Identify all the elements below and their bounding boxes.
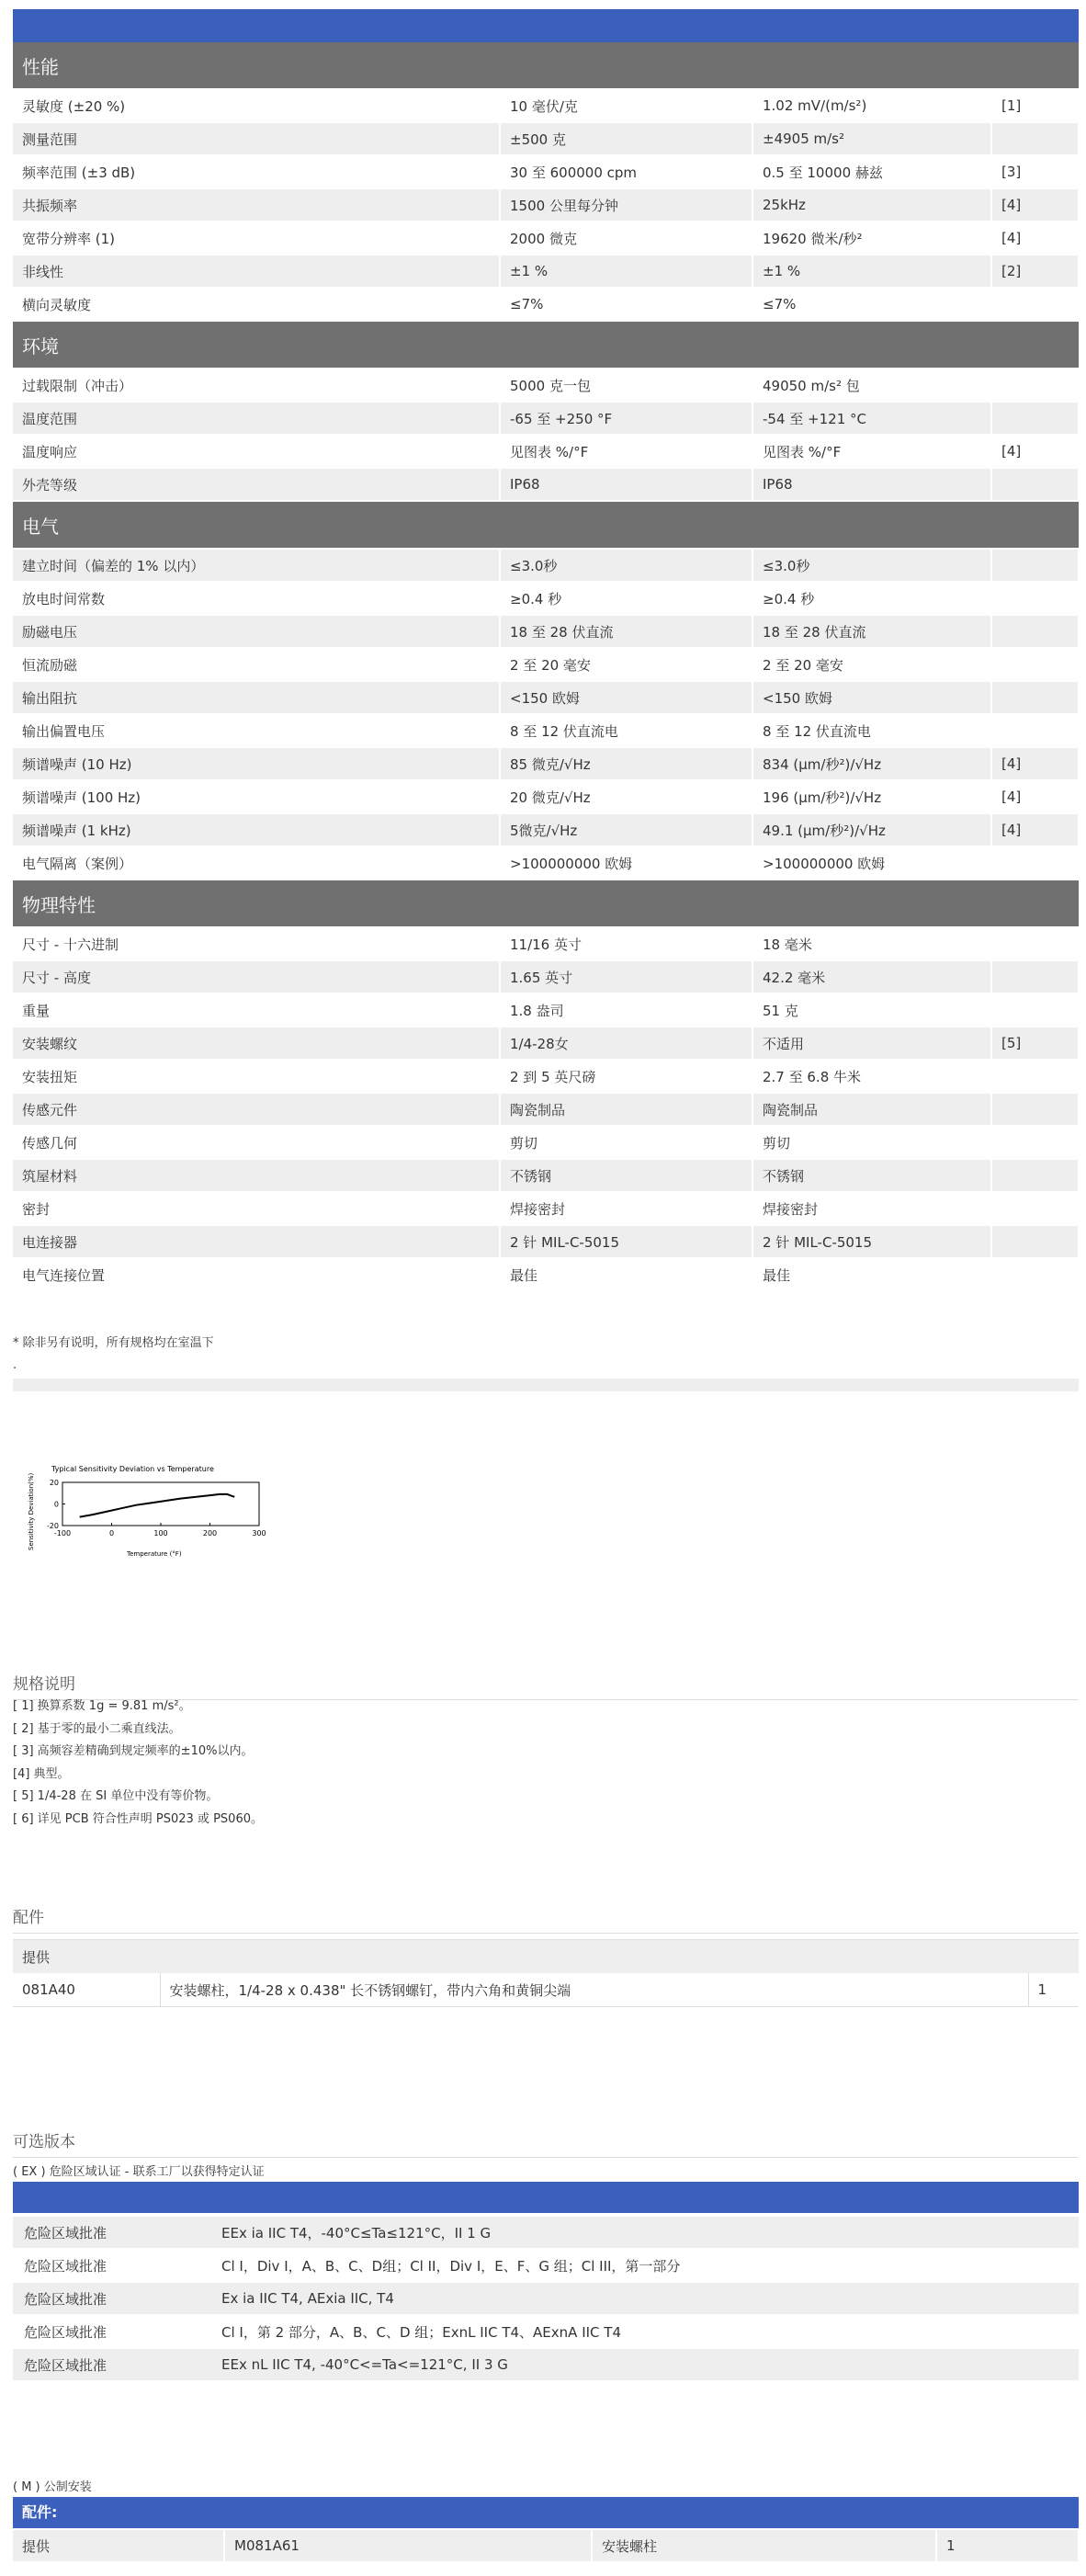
- spec-footnote-ref: [991, 1126, 1079, 1159]
- spec-row: [13, 615, 1079, 648]
- spec-row: [13, 1126, 1079, 1159]
- spec-footnote-ref: [991, 648, 1079, 681]
- spec-label: 密封: [13, 1192, 500, 1225]
- spec-row: [13, 1060, 1079, 1093]
- metric-note: ( M ) 公制安装: [13, 2480, 92, 2494]
- spec-label: 灵敏度 (±20 %): [13, 89, 500, 122]
- spec-footnote-ref: [991, 714, 1079, 747]
- spec-metric: 49.1 (μm/秒²)/√Hz: [752, 813, 991, 846]
- spec-footnote-ref: [991, 288, 1079, 321]
- metric-supplied: 提供: [13, 2530, 224, 2561]
- spec-label: 输出阻抗: [13, 681, 500, 714]
- hazard-table: [13, 2217, 1079, 2382]
- chart-ytick: -20: [46, 1522, 59, 1530]
- chart-series-line: [80, 1494, 235, 1517]
- chart-xlabel: Temperature (°F): [127, 1550, 182, 1558]
- spec-footnote-ref: [991, 122, 1079, 155]
- spec-row: [13, 1225, 1079, 1258]
- chart-xtick: 0: [108, 1529, 115, 1538]
- footnotes-list: [13, 1696, 263, 1831]
- spec-imperial: 1.65 英寸: [500, 960, 752, 993]
- spec-label: 放电时间常数: [13, 582, 500, 615]
- ex-note: ( EX ) 危险区域认证 - 联系工厂以获得特定认证: [13, 2165, 265, 2179]
- spec-label: 安装扭矩: [13, 1060, 500, 1093]
- chart-xtick: 100: [153, 1529, 168, 1538]
- spec-metric: 0.5 至 10000 赫兹: [752, 155, 991, 188]
- spec-metric: 2 针 MIL-C-5015: [752, 1225, 991, 1258]
- sensitivity-chart: [13, 1438, 288, 1580]
- spec-label: 频谱噪声 (100 Hz): [13, 780, 500, 813]
- accessory-model: 081A40: [13, 1973, 160, 2007]
- spec-imperial: 2 针 MIL-C-5015: [500, 1225, 752, 1258]
- accessories-header: 提供: [13, 1940, 1079, 1974]
- hazard-row: [13, 2348, 1079, 2381]
- spec-label: 频谱噪声 (10 Hz): [13, 747, 500, 780]
- spec-label: 电气隔离（案例）: [13, 846, 500, 879]
- footnote-item: [ 3] 高频容差精确到规定频率的±10%以内。: [13, 1744, 254, 1758]
- spec-footnote-ref: [2]: [991, 255, 1079, 288]
- spec-row: [13, 927, 1079, 960]
- spec-row: [13, 369, 1079, 402]
- options-heading: 可选版本: [13, 2128, 1079, 2158]
- spec-footnote-ref: [991, 582, 1079, 615]
- spec-label: 输出偏置电压: [13, 714, 500, 747]
- spec-metric: 8 至 12 伏直流电: [752, 714, 991, 747]
- spec-label: 电气连接位置: [13, 1258, 500, 1291]
- spec-row: [13, 255, 1079, 288]
- top-banner: [13, 9, 1079, 42]
- spec-footnote-ref: [991, 1159, 1079, 1192]
- spec-row: [13, 468, 1079, 501]
- spec-footnote-ref: [991, 960, 1079, 993]
- spec-metric: 焊接密封: [752, 1192, 991, 1225]
- hazard-row: [13, 2217, 1079, 2249]
- spec-label: 温度响应: [13, 435, 500, 468]
- spec-footnote-ref: [991, 1258, 1079, 1291]
- spec-footnote-ref: [991, 1093, 1079, 1126]
- section-title: 环境: [13, 321, 1079, 369]
- section-title: 电气: [13, 501, 1079, 549]
- spec-footnote-ref: [991, 927, 1079, 960]
- section-title: 性能: [13, 42, 1079, 89]
- spec-footnote-ref: [991, 1060, 1079, 1093]
- spec-label: 温度范围: [13, 402, 500, 435]
- metric-model: M081A61: [224, 2530, 592, 2561]
- spec-metric: 见图表 %/°F: [752, 435, 991, 468]
- spec-row: [13, 435, 1079, 468]
- hazard-value: Cl I，第 2 部分，A、B、C、D 组；ExnL IIC T4、AExnA IIC T4: [210, 2315, 1079, 2348]
- spec-metric: ±4905 m/s²: [752, 122, 991, 155]
- spec-label: 外壳等级: [13, 468, 500, 501]
- spec-imperial: 5微克/√Hz: [500, 813, 752, 846]
- footnote-item: [ 6] 详见 PCB 符合性声明 PS023 或 PS060。: [13, 1811, 263, 1826]
- spec-imperial: 10 毫伏/克: [500, 89, 752, 122]
- spec-row: [13, 1159, 1079, 1192]
- hazard-value: EEx nL IIC T4, -40°C<=Ta<=121°C, II 3 G: [210, 2348, 1079, 2381]
- hazard-value: Ex ia IIC T4, AExia IIC, T4: [210, 2282, 1079, 2315]
- spec-footnote-ref: [5]: [991, 1027, 1079, 1060]
- spec-row: [13, 813, 1079, 846]
- footnote-item: [ 1] 换算系数 1g = 9.81 m/s²。: [13, 1699, 191, 1713]
- spec-metric: 51 克: [752, 993, 991, 1027]
- spec-row: [13, 780, 1079, 813]
- spec-footnote-ref: [991, 549, 1079, 582]
- spec-row: [13, 648, 1079, 681]
- spec-imperial: 陶瓷制品: [500, 1093, 752, 1126]
- accessories-table: [13, 1939, 1079, 2007]
- hazard-label: 危险区域批准: [13, 2217, 210, 2249]
- spec-imperial: 见图表 %/°F: [500, 435, 752, 468]
- spec-row: [13, 155, 1079, 188]
- metric-accessory-table: [13, 2530, 1080, 2561]
- spec-footnote-ref: [991, 681, 1079, 714]
- spec-imperial: 30 至 600000 cpm: [500, 155, 752, 188]
- spec-row: [13, 549, 1079, 582]
- spec-label: 共振频率: [13, 188, 500, 221]
- spec-row: [13, 1192, 1079, 1225]
- hazard-row: [13, 2315, 1079, 2348]
- spec-imperial: 1.8 盎司: [500, 993, 752, 1027]
- spec-label: 传感元件: [13, 1093, 500, 1126]
- spec-metric: 2 至 20 毫安: [752, 648, 991, 681]
- spec-footnote-ref: [991, 846, 1079, 879]
- spec-label: 尺寸 - 高度: [13, 960, 500, 993]
- spec-footnote-ref: [991, 1225, 1079, 1258]
- section-header: [13, 879, 1079, 927]
- spec-imperial: ≤7%: [500, 288, 752, 321]
- note-dot: .: [13, 1358, 17, 1372]
- spec-footnote-ref: [4]: [991, 747, 1079, 780]
- spec-label: 频率范围 (±3 dB): [13, 155, 500, 188]
- spec-row: [13, 993, 1079, 1027]
- spec-imperial: ≤3.0秒: [500, 549, 752, 582]
- chart-xtick: 300: [252, 1529, 266, 1538]
- spec-row: [13, 582, 1079, 615]
- spec-footnote-ref: [4]: [991, 435, 1079, 468]
- footnote-item: [4] 典型。: [13, 1766, 70, 1781]
- spec-label: 横向灵敏度: [13, 288, 500, 321]
- hazard-row: [13, 2282, 1079, 2315]
- spec-row: [13, 288, 1079, 321]
- spec-metric: 42.2 毫米: [752, 960, 991, 993]
- spec-imperial: ≥0.4 秒: [500, 582, 752, 615]
- hazard-value: Cl I，Div I，A、B、C、D组；Cl II，Div I，E、F、G 组；Cl III，第一部分: [210, 2249, 1079, 2282]
- chart-svg: [13, 1438, 288, 1576]
- spec-metric: 19620 微米/秒²: [752, 221, 991, 255]
- spec-row: [13, 1027, 1079, 1060]
- spec-row: [13, 1258, 1079, 1291]
- spec-label: 励磁电压: [13, 615, 500, 648]
- spec-metric: 25kHz: [752, 188, 991, 221]
- metric-quantity: 1: [936, 2530, 1079, 2561]
- footnotes-heading: 规格说明: [13, 1671, 1079, 1700]
- spec-label: 非线性: [13, 255, 500, 288]
- spec-label: 建立时间（偏差的 1% 以内）: [13, 549, 500, 582]
- spec-metric: 1.02 mV/(m/s²): [752, 89, 991, 122]
- spec-imperial: <150 欧姆: [500, 681, 752, 714]
- accessories-heading: 配件: [13, 1904, 1079, 1934]
- spec-row: [13, 747, 1079, 780]
- spec-metric: -54 至 +121 °C: [752, 402, 991, 435]
- spec-metric: ≤3.0秒: [752, 549, 991, 582]
- spec-metric: IP68: [752, 468, 991, 501]
- spec-imperial: -65 至 +250 °F: [500, 402, 752, 435]
- spec-footnote-ref: [4]: [991, 813, 1079, 846]
- spec-imperial: 剪切: [500, 1126, 752, 1159]
- spec-row: [13, 89, 1079, 122]
- spec-row: [13, 960, 1079, 993]
- spec-label: 测量范围: [13, 122, 500, 155]
- spec-metric: 49050 m/s² 包: [752, 369, 991, 402]
- spec-metric: ≤7%: [752, 288, 991, 321]
- spec-row: [13, 188, 1079, 221]
- spec-metric: 剪切: [752, 1126, 991, 1159]
- ex-banner: [13, 2182, 1079, 2213]
- spec-footnote-ref: [991, 369, 1079, 402]
- spec-imperial: 最佳: [500, 1258, 752, 1291]
- hazard-label: 危险区域批准: [13, 2249, 210, 2282]
- spec-footnote-ref: [991, 615, 1079, 648]
- spec-metric: ≥0.4 秒: [752, 582, 991, 615]
- divider-bar: [13, 1379, 1079, 1391]
- spec-imperial: 不锈钢: [500, 1159, 752, 1192]
- spec-row: [13, 714, 1079, 747]
- spec-table: [13, 42, 1080, 1292]
- section-header: [13, 501, 1079, 549]
- spec-footnote-ref: [4]: [991, 221, 1079, 255]
- spec-footnote-ref: [991, 402, 1079, 435]
- spec-metric: <150 欧姆: [752, 681, 991, 714]
- spec-footnote-ref: [1]: [991, 89, 1079, 122]
- spec-metric: 不适用: [752, 1027, 991, 1060]
- section-title: 物理特性: [13, 879, 1079, 927]
- chart-ytick: 20: [49, 1479, 59, 1487]
- spec-label: 恒流励磁: [13, 648, 500, 681]
- spec-imperial: 1500 公里每分钟: [500, 188, 752, 221]
- spec-footnote-ref: [3]: [991, 155, 1079, 188]
- hazard-label: 危险区域批准: [13, 2315, 210, 2348]
- accessory-description: 安装螺柱，1/4-28 x 0.438" 长不锈钢螺钉，带内六角和黄铜尖端: [160, 1973, 1028, 2007]
- metric-banner: 配件:: [13, 2497, 1079, 2528]
- spec-footnote-ref: [991, 1192, 1079, 1225]
- spec-label: 重量: [13, 993, 500, 1027]
- spec-label: 传感几何: [13, 1126, 500, 1159]
- spec-label: 筑屋材料: [13, 1159, 500, 1192]
- metric-description: 安装螺柱: [592, 2530, 936, 2561]
- spec-metric: 18 至 28 伏直流: [752, 615, 991, 648]
- chart-ytick: 0: [53, 1500, 59, 1509]
- spec-metric: 陶瓷制品: [752, 1093, 991, 1126]
- spec-footnote-ref: [991, 993, 1079, 1027]
- chart-xtick: 200: [202, 1529, 218, 1538]
- spec-label: 宽带分辨率 (1): [13, 221, 500, 255]
- spec-footnote-ref: [4]: [991, 188, 1079, 221]
- spec-imperial: 8 至 12 伏直流电: [500, 714, 752, 747]
- spec-metric: 2.7 至 6.8 牛米: [752, 1060, 991, 1093]
- spec-row: [13, 221, 1079, 255]
- spec-row: [13, 846, 1079, 879]
- spec-label: 尺寸 - 十六进制: [13, 927, 500, 960]
- spec-metric: 最佳: [752, 1258, 991, 1291]
- spec-metric: 不锈钢: [752, 1159, 991, 1192]
- spec-imperial: 11/16 英寸: [500, 927, 752, 960]
- spec-footnote-ref: [991, 468, 1079, 501]
- spec-sheet: [13, 9, 1079, 1292]
- spec-row: [13, 681, 1079, 714]
- spec-label: 频谱噪声 (1 kHz): [13, 813, 500, 846]
- chart-ylabel: Sensitivity Deviation(%): [28, 1472, 35, 1550]
- spec-imperial: 18 至 28 伏直流: [500, 615, 752, 648]
- spec-imperial: 2 到 5 英尺磅: [500, 1060, 752, 1093]
- spec-imperial: 85 微克/√Hz: [500, 747, 752, 780]
- footnote-item: [ 2] 基于零的最小二乘直线法。: [13, 1721, 181, 1736]
- spec-row: [13, 122, 1079, 155]
- spec-label: 电连接器: [13, 1225, 500, 1258]
- chart-frame: [62, 1482, 259, 1526]
- footnote-item: [ 5] 1/4-28 在 SI 单位中没有等价物。: [13, 1789, 219, 1803]
- spec-footnote-ref: [4]: [991, 780, 1079, 813]
- hazard-value: EEx ia IIC T4，-40°C≤Ta≤121°C，II 1 G: [210, 2217, 1079, 2249]
- spec-label: 过载限制（冲击）: [13, 369, 500, 402]
- spec-row: [13, 402, 1079, 435]
- hazard-label: 危险区域批准: [13, 2348, 210, 2381]
- spec-imperial: 焊接密封: [500, 1192, 752, 1225]
- hazard-row: [13, 2249, 1079, 2282]
- spec-imperial: ±500 克: [500, 122, 752, 155]
- chart-xtick: -100: [53, 1529, 72, 1538]
- spec-label: 安装螺纹: [13, 1027, 500, 1060]
- spec-imperial: 2 至 20 毫安: [500, 648, 752, 681]
- chart-title: Typical Sensitivity Deviation vs Temperature: [51, 1465, 214, 1473]
- spec-imperial: 5000 克一包: [500, 369, 752, 402]
- spec-imperial: IP68: [500, 468, 752, 501]
- section-header: [13, 42, 1079, 89]
- spec-imperial: 1/4-28女: [500, 1027, 752, 1060]
- spec-row: [13, 1093, 1079, 1126]
- spec-metric: 834 (μm/秒²)/√Hz: [752, 747, 991, 780]
- room-temp-note: * 除非另有说明，所有规格均在室温下: [13, 1336, 214, 1350]
- hazard-label: 危险区域批准: [13, 2282, 210, 2315]
- spec-imperial: 20 微克/√Hz: [500, 780, 752, 813]
- section-header: [13, 321, 1079, 369]
- spec-metric: 18 毫米: [752, 927, 991, 960]
- spec-metric: 196 (μm/秒²)/√Hz: [752, 780, 991, 813]
- spec-imperial: ±1 %: [500, 255, 752, 288]
- spec-imperial: 2000 微克: [500, 221, 752, 255]
- spec-metric: >100000000 欧姆: [752, 846, 991, 879]
- accessory-quantity: 1: [1028, 1973, 1079, 2007]
- spec-metric: ±1 %: [752, 255, 991, 288]
- spec-imperial: >100000000 欧姆: [500, 846, 752, 879]
